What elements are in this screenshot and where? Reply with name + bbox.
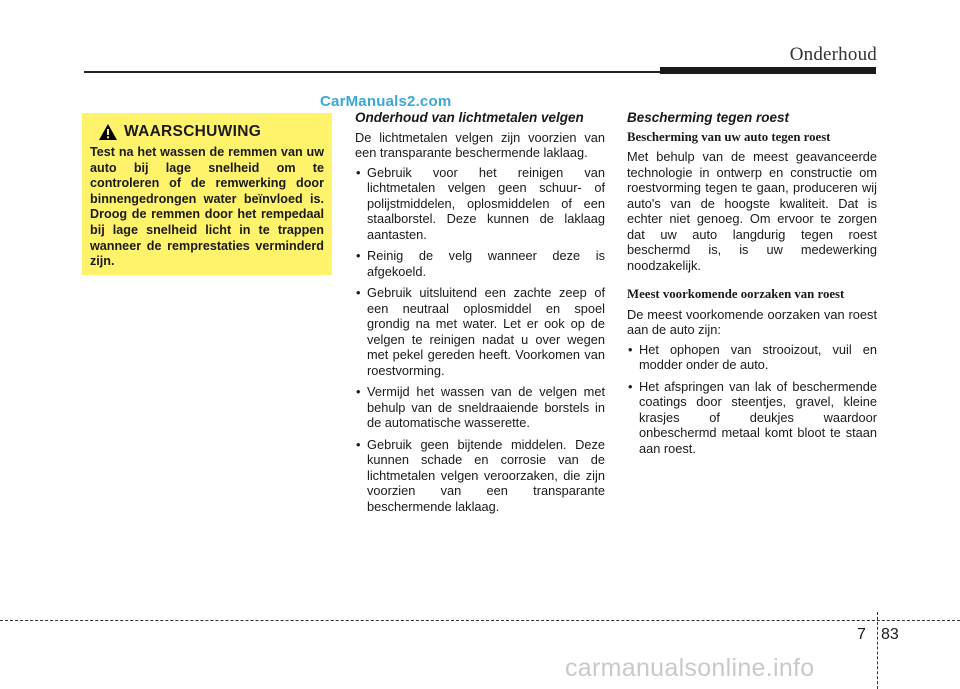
list-item: • Het ophopen van strooizout, vuil en modder onder de auto. — [627, 342, 877, 373]
list-item: • Gebruik voor het reinigen van lichtmetalen velgen geen schuur- of polijstmiddelen, oplosmiddelen of een staalborstel. Deze kunnen de laklaag aantasten. — [355, 165, 605, 243]
chapter-number: 7 — [857, 626, 866, 643]
watermark-bottom: carmanualsonline.info — [565, 654, 815, 682]
rust-section-title: Bescherming tegen roest — [627, 110, 790, 125]
footer-rule — [0, 620, 960, 621]
rust-protection-column — [627, 110, 877, 462]
warning-body: Test na het wassen de remmen van uw auto bij lage snelheid om te controleren of de remwerking door binnengedrongen water beïnvloed is. Droog de remmen door het rempedaal bij lage snelheid licht in te trappen wanneer de remprestaties verminderd zijn. — [90, 145, 324, 269]
rust-paragraph-causes: De meest voorkomende oorzaken van roest aan de auto zijn: — [627, 306, 877, 337]
header-rule-thick — [660, 67, 876, 74]
warning-header — [98, 123, 324, 141]
page-number: 83 — [881, 626, 899, 643]
list-item: • Het afspringen van lak of beschermende coatings door steentjes, gravel, kleine krasjes of deukjes waardoor onbeschermd metaal komt bloot te staan aan roest. — [627, 379, 877, 457]
rust-paragraph-protection: Met behulp van de meest geavanceerde technologie in ontwerp en constructie om roestvorming tegen te gaan, produceren wij auto's van de hoogste kwaliteit. Dat is echter niet genoeg. Om ervoor te zorgen dat uw auto langdurig tegen roest beschermd is, is uw medewerking noodzakelijk. — [627, 149, 877, 273]
alloy-intro: De lichtmetalen velgen zijn voorzien van een transparante beschermende laklaag. — [355, 129, 605, 160]
list-item: • Gebruik geen bijtende middelen. Deze kunnen schade en corrosie van de lichtmetalen velgen veroorzaken, die zijn voorzien van een transparante beschermende laklaag. — [355, 437, 605, 515]
watermark-top: CarManuals2.com — [320, 93, 452, 110]
alloy-wheels-column — [355, 110, 605, 520]
page-header-title: Onderhoud — [789, 44, 877, 65]
list-item: • Gebruik uitsluitend een zachte zeep of een neutraal oplosmiddel en spoel grondig na met water. Let er ook op de velgen te reinigen nadat u over wegen met pekel gereden heeft. Voorkomen van roestvorming. — [355, 285, 605, 378]
list-item: • Reinig de velg wanneer deze is afgekoeld. — [355, 248, 605, 279]
header-rule-thin — [84, 71, 660, 73]
warning-title: WAARSCHUWING — [124, 123, 262, 140]
list-item: • Vermijd het wassen van de velgen met behulp van de sneldraaiende borstels in de automatische wasserette. — [355, 384, 605, 431]
alloy-section-title: Onderhoud van lichtmetalen velgen — [355, 110, 584, 125]
rust-bullet-list — [627, 342, 877, 457]
warning-triangle-icon — [98, 123, 118, 141]
rust-subtitle-causes: Meest voorkomende oorzaken van roest — [627, 287, 845, 301]
rust-subtitle-protection: Bescherming van uw auto tegen roest — [627, 129, 831, 144]
footer-divider — [877, 612, 878, 689]
alloy-bullet-list — [355, 165, 605, 515]
warning-box — [82, 113, 332, 275]
